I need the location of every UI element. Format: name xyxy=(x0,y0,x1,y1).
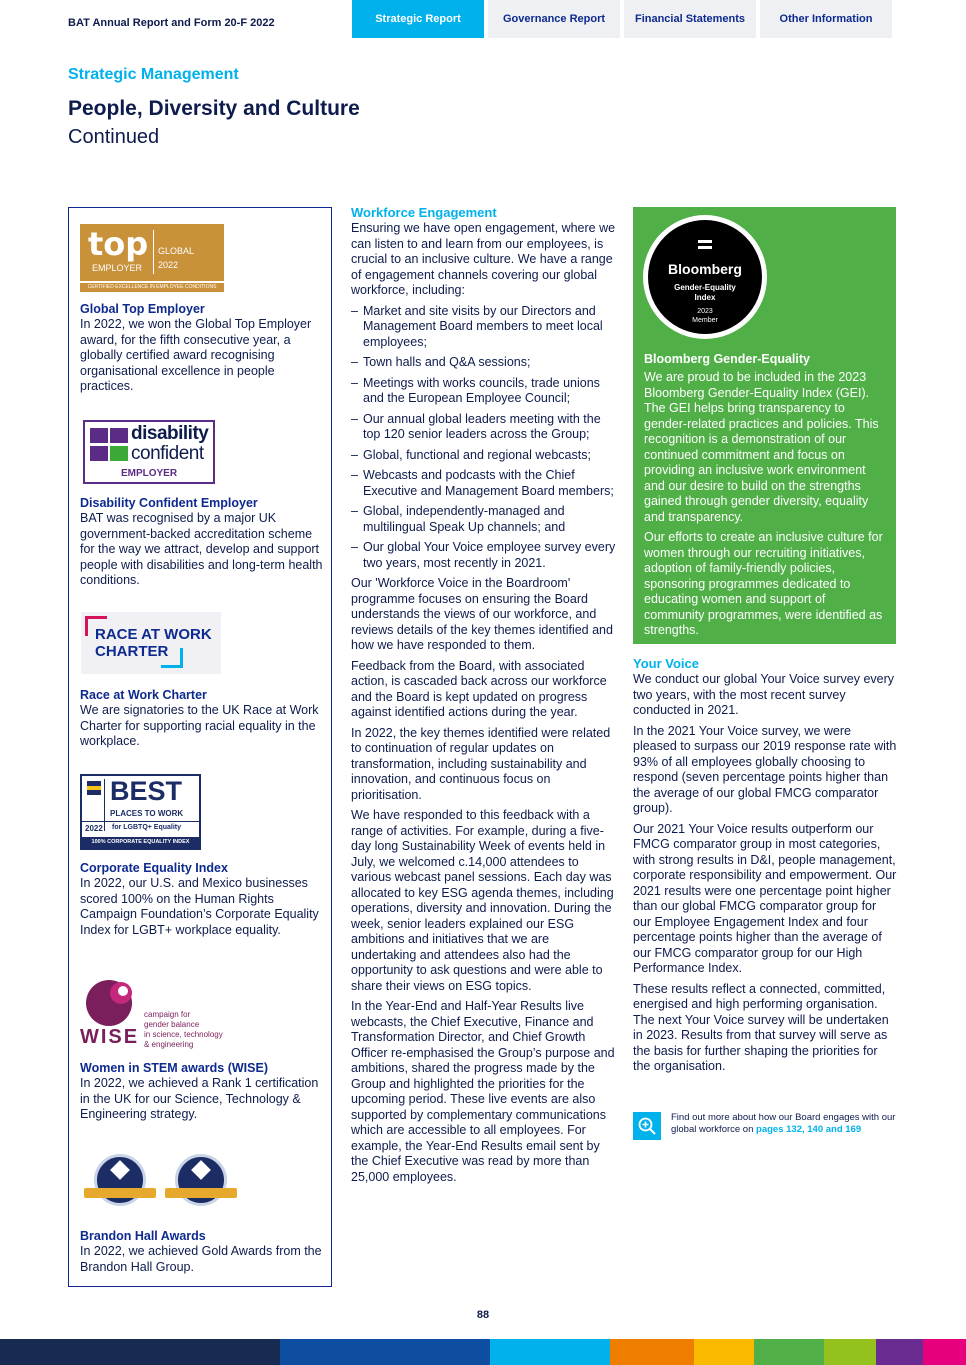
award-title: Disability Confident Employer xyxy=(80,496,258,510)
magnifier-plus-icon xyxy=(633,1112,661,1140)
award-text: We are signatories to the UK Race at Work Charter for supporting racial equality in the workplace. xyxy=(80,703,319,748)
bloomberg-text xyxy=(644,370,888,644)
award-title: Global Top Employer xyxy=(80,302,205,316)
award-text: In 2022, we won the Global Top Employer award, for the fifth consecutive year, a globally certified award recognising organisational excellence in people practices. xyxy=(80,317,312,393)
page-subtitle: Continued xyxy=(68,126,160,148)
list-item: – Meetings with works councils, trade unions and the European Employee Council; xyxy=(351,376,616,407)
award-text: In 2022, our U.S. and Mexico businesses scored 100% on the Human Rights Campaign Foundation’s Corporate Equality Index for LGBT+ workplace equality. xyxy=(80,876,319,937)
tab-governance-report[interactable]: Governance Report xyxy=(488,0,620,38)
award-text: In 2022, we achieved Gold Awards from the Brandon Hall Group. xyxy=(80,1244,322,1274)
disability-confident-logo: disability confident EMPLOYER xyxy=(83,420,215,484)
page-reference-link[interactable]: pages 132, 140 and 169 xyxy=(756,1123,862,1135)
page-number: 88 xyxy=(476,1309,490,1321)
page-title: People, Diversity and Culture xyxy=(68,97,360,120)
engagement-channels-list xyxy=(351,304,616,572)
workforce-paragraph: In the Year-End and Half-Year Results live webcasts, the Chief Executive, Finance and Transformation Director, and Chief Growth Officer re-emphasised the Group’s purpose and ambitions, shared the progress made by the Group and highlighted the priorities for the upcoming period. These live events are also supported by complementary communications which are accessible to all employees. For example, the Year-End Results email sent by the Chief Executive was read by more than 25,000 employees. xyxy=(351,999,615,1184)
top-employer-logo: top EMPLOYER GLOBAL 2022 CERTIFIED EXCELLENCE IN EMPLOYEE CONDITIONS xyxy=(80,224,224,291)
color-segment xyxy=(490,1339,610,1365)
color-segment xyxy=(280,1339,490,1365)
color-segment xyxy=(923,1339,966,1365)
workforce-paragraph: In 2022, the key themes identified were related to continuation of regular updates on transformation, including sustainability and innovation, and continuous focus on prioritisation. xyxy=(351,725,611,802)
wise-logo: WISE campaign for gender balance in science, technology & engineering xyxy=(80,978,240,1050)
section-nav xyxy=(352,0,892,38)
race-at-work-logo: RACE AT WORK CHARTER xyxy=(81,612,221,674)
workforce-engagement-section xyxy=(351,205,616,1190)
corporate-equality-index-logo: BEST PLACES TO WORK 2022 for LGBTQ+ Equality 100% CORPORATE EQUALITY INDEX xyxy=(80,774,201,850)
color-segment xyxy=(694,1339,754,1365)
section-label: Strategic Management xyxy=(68,66,239,83)
footer-color-bar xyxy=(0,1339,966,1365)
award-disability-confident xyxy=(80,495,326,589)
awards-panel xyxy=(68,207,332,1287)
award-race-at-work xyxy=(80,687,326,750)
bloomberg-gender-equality-panel xyxy=(633,207,896,644)
award-global-top-employer xyxy=(80,301,326,395)
list-item: – Global, functional and regional webcasts; xyxy=(351,448,616,464)
find-more-callout xyxy=(633,1112,897,1140)
color-segment xyxy=(0,1339,280,1365)
award-title: Brandon Hall Awards xyxy=(80,1229,206,1243)
find-more-text: Find out more about how our Board engages with our global workforce on pages 132, 140 and 169 xyxy=(671,1112,896,1135)
brandon-hall-badge-1 xyxy=(84,1154,156,1212)
tab-strategic-report[interactable]: Strategic Report xyxy=(352,0,484,38)
award-title: Women in STEM awards (WISE) xyxy=(80,1061,268,1075)
list-item: – Market and site visits by our Directors and Management Board members to meet local employees; xyxy=(351,304,616,351)
color-segment xyxy=(824,1339,876,1365)
brandon-hall-badge-2 xyxy=(165,1154,237,1212)
award-brandon-hall xyxy=(80,1228,326,1275)
list-item: – Webcasts and podcasts with the Chief Executive and Management Board members; xyxy=(351,468,616,499)
bloomberg-gei-logo: Bloomberg Gender-Equality Index 2023 Member xyxy=(643,215,767,339)
your-voice-paragraph: Our 2021 Your Voice results outperform our FMCG comparator group in most categories, with strong results in D&I, people management, corporate responsibility and empowerment. Our 2021 results were one percentage point higher than our global FMCG comparator group for our Employee Engagement Index and four percentage points higher than the average of our FMCG comparator group for our High Performance Index. xyxy=(633,821,897,975)
workforce-engagement-heading: Workforce Engagement xyxy=(351,205,497,220)
award-corporate-equality-index xyxy=(80,860,326,938)
list-item: – Our annual global leaders meeting with the top 120 senior leaders across the Group; xyxy=(351,412,616,443)
workforce-paragraph: Feedback from the Board, with associated action, is cascaded back across our workforce and the Board is kept updated on progress against identified actions during the year. xyxy=(351,658,607,719)
award-wise xyxy=(80,1060,326,1123)
award-text: BAT was recognised by a major UK government-backed accreditation scheme for the way we attract, develop and support people with disabilities and long-term health conditions. xyxy=(80,511,323,587)
your-voice-paragraph: These results reflect a connected, committed, energised and high performing organisation. The next Your Voice survey will be undertaken in 2023. Results from that survey will serve as the basis for further shaping the priorities for the organisation. xyxy=(633,981,889,1073)
bloomberg-paragraph: Our efforts to create an inclusive culture for women through our recruiting initiatives, adoption of family-friendly policies, sponsoring programmes dedicated to educating women and support of community programmes, were identified as strengths. xyxy=(644,530,883,637)
award-title: Race at Work Charter xyxy=(80,688,207,702)
your-voice-heading: Your Voice xyxy=(633,656,699,671)
tab-financial-statements[interactable]: Financial Statements xyxy=(624,0,756,38)
workforce-paragraph: Our 'Workforce Voice in the Boardroom' programme focuses on ensuring the Board understands the views of our workforce, and reviews details of the key themes identified and how we have responded to them. xyxy=(351,576,613,652)
your-voice-paragraph: We conduct our global Your Voice survey every two years, with the most recent survey conducted in 2021. xyxy=(633,672,895,717)
color-segment xyxy=(610,1339,694,1365)
your-voice-paragraph: In the 2021 Your Voice survey, we were pleased to surpass our 2019 response rate with 93% of all employees globally choosing to respond (seven percentage points higher than the average of our global FMCG comparator group). xyxy=(633,723,897,815)
document-title: BAT Annual Report and Form 20-F 2022 xyxy=(68,17,275,29)
list-item: – Town halls and Q&A sessions; xyxy=(351,355,616,371)
award-title: Corporate Equality Index xyxy=(80,861,228,875)
award-text: In 2022, we achieved a Rank 1 certification in the UK for our Science, Technology & Engineering strategy. xyxy=(80,1076,319,1121)
tab-other-information[interactable]: Other Information xyxy=(760,0,892,38)
color-segment xyxy=(876,1339,923,1365)
workforce-paragraph: We have responded to this feedback with a range of activities. For example, during a five-day long Sustainability Week of events held in July, we welcomed c.14,000 attendees to various webcast panel sessions. Each day was allocated to key ESG agenda themes, including operations, diversity and innovation. During the week, senior leaders explained our ESG ambitions and initiatives that we are undertaking and attendees also had the opportunity to ask questions and were able to share their views on ESG topics. xyxy=(351,808,614,993)
bloomberg-paragraph: We are proud to be included in the 2023 Bloomberg Gender-Equality Index (GEI). The GEI helps bring transparency to gender-related practices and policies. This recognition is a demonstration of our continued commitment and focus on providing an inclusive work environment and our desire to build on the strengths gained through gender diversity, equality and transparency. xyxy=(644,370,879,524)
workforce-intro: Ensuring we have open engagement, where we can listen to and learn from our employees, is crucial to an inclusive culture. We have a range of engagement channels covering our global workforce, including: xyxy=(351,221,616,297)
color-segment xyxy=(754,1339,824,1365)
your-voice-section xyxy=(633,656,897,1080)
bloomberg-title: Bloomberg Gender-Equality xyxy=(644,352,810,366)
list-item: – Global, independently-managed and multilingual Speak Up channels; and xyxy=(351,504,616,535)
list-item: – Our global Your Voice employee survey every two years, most recently in 2021. xyxy=(351,540,616,571)
